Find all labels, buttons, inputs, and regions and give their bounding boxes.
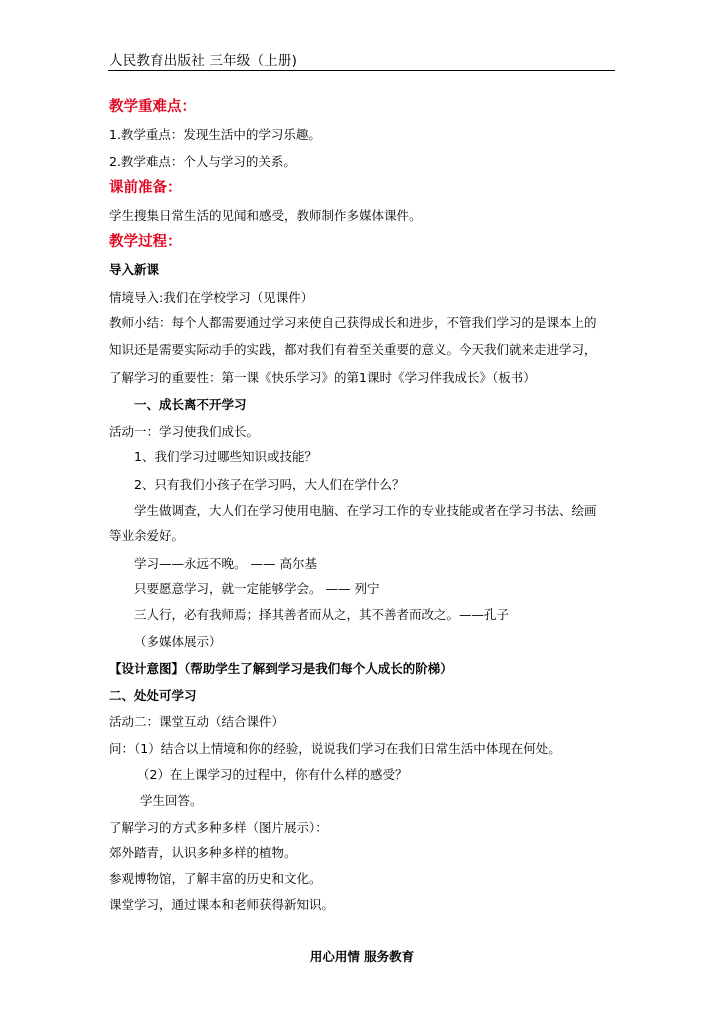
prep-heading: 课前准备： [109,180,182,196]
design-intent: 【设计意图】（帮助学生了解到学习是我们每个人成长的阶梯） [109,661,453,676]
learning-way-3: 课堂学习，通过课本和老师获得新知识。 [109,897,335,912]
question-1: 1、我们学习过哪些知识或技能？ [134,449,317,464]
key-point-1: 1.教学重点：发现生活中的学习乐趣。 [109,127,321,142]
section2-heading: 二、处处可学习 [109,688,197,703]
header-divider [108,70,615,71]
quote-2: 只要愿意学习，就一定能够学会。 —— 列宁 [134,581,380,596]
page-footer: 用心用情 服务教育 [309,949,415,964]
intro-scene: 情境导入:我们在学校学习（见课件） [109,290,314,305]
intro-heading: 导入新课 [109,262,160,277]
multimedia-note: （多媒体展示） [134,634,222,649]
teacher-summary-line-2: 知识还是需要实际动手的实践，都对我们有着至关重要的意义。今天我们就来走进学习， [109,342,597,357]
process-heading: 教学过程： [109,234,182,250]
activity1-text: 活动一：学习使我们成长。 [109,424,260,439]
student-answer: 学生回答。 [140,793,203,808]
quote-3: 三人行，必有我师焉；择其善者而从之，其不善者而改之。——孔子 [134,607,510,622]
question-2: 2、只有我们小孩子在学习吗，大人们在学什么？ [134,477,405,492]
survey-line-2: 等业余爱好。 [109,528,185,543]
section1-heading: 一、成长离不开学习 [134,397,247,412]
learning-ways-intro: 了解学习的方式多种多样（图片展示）： [109,820,328,835]
ask-1: 问：（1）结合以上情境和你的经验，说说我们学习在我们日常生活中体现在何处。 [109,741,561,756]
page-header-title: 人民教育出版社 三年级（上册) [109,53,298,69]
teacher-summary-line-3: 了解学习的重要性：第一课《快乐学习》的第1课时《学习伴我成长》（板书） [109,370,536,385]
teacher-summary-line-1: 教师小结：每个人都需要通过学习来使自己获得成长和进步，不管我们学习的是课本上的 [109,315,597,330]
key-point-2: 2.教学难点：个人与学习的关系。 [109,154,296,169]
ask-2: （2）在上课学习的过程中，你有什么样的感受？ [137,767,408,782]
learning-way-1: 郊外踏青，认识多种多样的植物。 [109,845,297,860]
learning-way-2: 参观博物馆，了解丰富的历史和文化。 [109,871,322,886]
activity2-text: 活动二：课堂互动（结合课件） [109,714,285,729]
key-points-heading: 教学重难点： [109,99,196,115]
quote-1: 学习——永远不晚。 —— 高尔基 [134,556,317,571]
survey-line-1: 学生做调查，大人们在学习使用电脑、在学习工作的专业技能或者在学习书法、绘画 [134,503,597,518]
prep-text: 学生搜集日常生活的见闻和感受，教师制作多媒体课件。 [109,208,422,223]
